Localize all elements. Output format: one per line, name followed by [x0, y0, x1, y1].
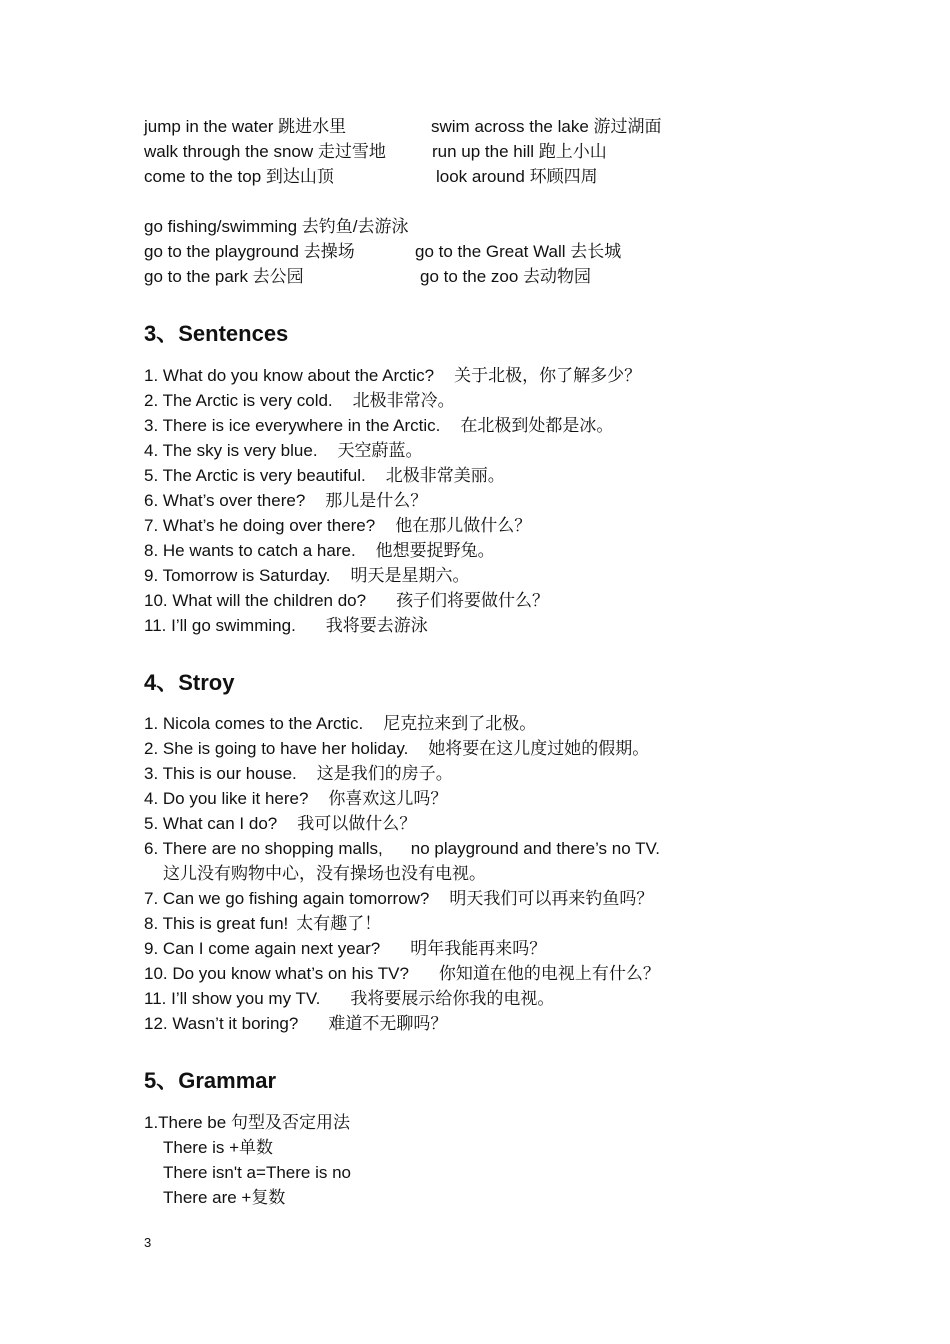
section-heading-sentences: 3、Sentences [144, 321, 289, 346]
sentence-chinese: 尼克拉来到了北极。 [383, 714, 537, 733]
list-item [144, 938, 546, 960]
sentence-chinese: 太有趣了！ [296, 914, 382, 933]
list-item [144, 365, 641, 387]
sentence-chinese: 天空蔚蓝。 [337, 441, 423, 460]
phrase-text: swim across the lake 游过湖面 [431, 117, 662, 136]
sentence-chinese: 北极非常冷。 [352, 391, 455, 410]
phrase-left: walk through the snow 走过雪地 [144, 142, 386, 161]
sentence-english: 9. Tomorrow is Saturday. [144, 566, 331, 585]
sentence-english: 7. What’s he doing over there? [144, 516, 376, 535]
sentence-chinese: 关于北极，你了解多少？ [454, 366, 642, 385]
section-heading-grammar: 5、Grammar [144, 1068, 277, 1093]
sentence-english: 2. The Arctic is very cold. [144, 391, 333, 410]
phrase-right [415, 241, 621, 263]
phrase-single: go fishing/swimming 去钓鱼/去游泳 [144, 217, 409, 236]
phrase-text: look around 环顾四周 [436, 167, 598, 186]
sentence-chinese: 在北极到处都是冰。 [460, 416, 614, 435]
sentence-english: 3. There is ice everywhere in the Arctic. [144, 416, 441, 435]
phrase-left: go to the park 去公园 [144, 267, 304, 286]
list-item [144, 540, 495, 562]
list-item [144, 515, 531, 537]
sentence-english: 1. What do you know about the Arctic? [144, 366, 435, 385]
phrase-right [420, 266, 591, 288]
sentence-english: 7. Can we go fishing again tomorrow? [144, 889, 430, 908]
list-item [144, 590, 549, 612]
sentence-chinese: 你知道在他的电视上有什么？ [438, 964, 660, 983]
section-heading-story: 4、Stroy [144, 670, 235, 695]
phrase-row [144, 216, 409, 238]
sentence-english: 12. Wasn’t it boring? [144, 1014, 299, 1033]
phrase-row [144, 141, 386, 163]
sentence-english: 11. I’ll show you my TV. [144, 989, 321, 1008]
sentence-chinese: 他在那儿做什么？ [395, 516, 532, 535]
sentence-english: 8. He wants to catch a hare. [144, 541, 356, 560]
sentence-chinese: 北极非常美丽。 [385, 466, 505, 485]
page-number: 3 [144, 1235, 152, 1250]
sentence-english: 5. The Arctic is very beautiful. [144, 466, 366, 485]
sentence-chinese: 明天我们可以再来钓鱼吗？ [449, 889, 654, 908]
list-item [144, 888, 653, 910]
sentence-chinese: 我可以做什么？ [297, 814, 417, 833]
list-item [144, 763, 453, 785]
phrase-left: come to the top 到达山顶 [144, 167, 334, 186]
sentence-chinese: 明年我能再来吗？ [410, 939, 547, 958]
sentence-english: 8. This is great fun! [144, 914, 289, 933]
sentence-chinese: 这儿没有购物中心，没有操场也没有电视。 [163, 864, 486, 883]
list-item [144, 838, 660, 860]
phrase-text: go to the Great Wall 去长城 [415, 242, 622, 261]
grammar-line: 1.There be 句型及否定用法 [144, 1113, 350, 1132]
sentence-english: 5. What can I do? [144, 814, 278, 833]
list-item [144, 963, 660, 985]
list-item [144, 440, 423, 462]
sentence-english: 10. What will the children do? [144, 591, 367, 610]
sentence-english: 2. She is going to have her holiday. [144, 739, 409, 758]
sentence-english: 3. This is our house. [144, 764, 297, 783]
phrase-row [144, 166, 334, 188]
grammar-line: There are +复数 [163, 1188, 286, 1207]
sentence-chinese: 明天是星期六。 [350, 566, 470, 585]
sentence-english: 4. The sky is very blue. [144, 441, 318, 460]
list-item [144, 713, 536, 735]
phrase-row [144, 116, 346, 138]
sentence-chinese: 难道不无聊吗？ [328, 1014, 448, 1033]
list-item [144, 1013, 447, 1035]
sentence-chinese: 那儿是什么？ [325, 491, 428, 510]
phrase-right [431, 116, 662, 138]
list-item [144, 988, 554, 1010]
sentence-chinese: 我将要去游泳 [325, 616, 428, 635]
list-item [144, 490, 427, 512]
sentence-chinese: 你喜欢这儿吗？ [328, 789, 448, 808]
sentence-chinese: 我将要展示给你我的电视。 [350, 989, 555, 1008]
phrase-right [436, 166, 598, 188]
sentence-english: 10. Do you know what’s on his TV? [144, 964, 409, 983]
sentence-english: 1. Nicola comes to the Arctic. [144, 714, 364, 733]
phrase-text: go to the zoo 去动物园 [420, 267, 592, 286]
list-item [144, 465, 505, 487]
phrase-right [432, 141, 607, 163]
sentence-chinese: 这是我们的房子。 [316, 764, 453, 783]
list-item [144, 913, 381, 935]
grammar-line: There isn't a=There is no [163, 1163, 351, 1182]
sentence-english: 6. There are no shopping malls, [144, 839, 383, 858]
list-item [144, 565, 469, 587]
list-item [144, 813, 416, 835]
sentence-english: 11. I’ll go swimming. [144, 616, 296, 635]
list-item [144, 788, 447, 810]
list-item [163, 863, 486, 885]
list-item [144, 415, 613, 437]
sentence-english: 4. Do you like it here? [144, 789, 309, 808]
list-item [144, 390, 455, 412]
phrase-text: run up the hill 跑上小山 [432, 142, 607, 161]
sentence-english: 6. What’s over there? [144, 491, 306, 510]
list-item [144, 738, 649, 760]
sentence-chinese: no playground and there’s no TV. [410, 839, 660, 858]
sentence-chinese: 她将要在这儿度过她的假期。 [428, 739, 650, 758]
sentence-chinese: 孩子们将要做什么？ [396, 591, 550, 610]
phrase-row [144, 266, 304, 288]
phrase-left: jump in the water 跳进水里 [144, 117, 347, 136]
sentence-english: 9. Can I come again next year? [144, 939, 381, 958]
list-item [144, 615, 428, 637]
phrase-row [144, 241, 355, 263]
sentence-chinese: 他想要捉野兔。 [375, 541, 495, 560]
phrase-left: go to the playground 去操场 [144, 242, 355, 261]
grammar-line: There is +单数 [163, 1138, 274, 1157]
